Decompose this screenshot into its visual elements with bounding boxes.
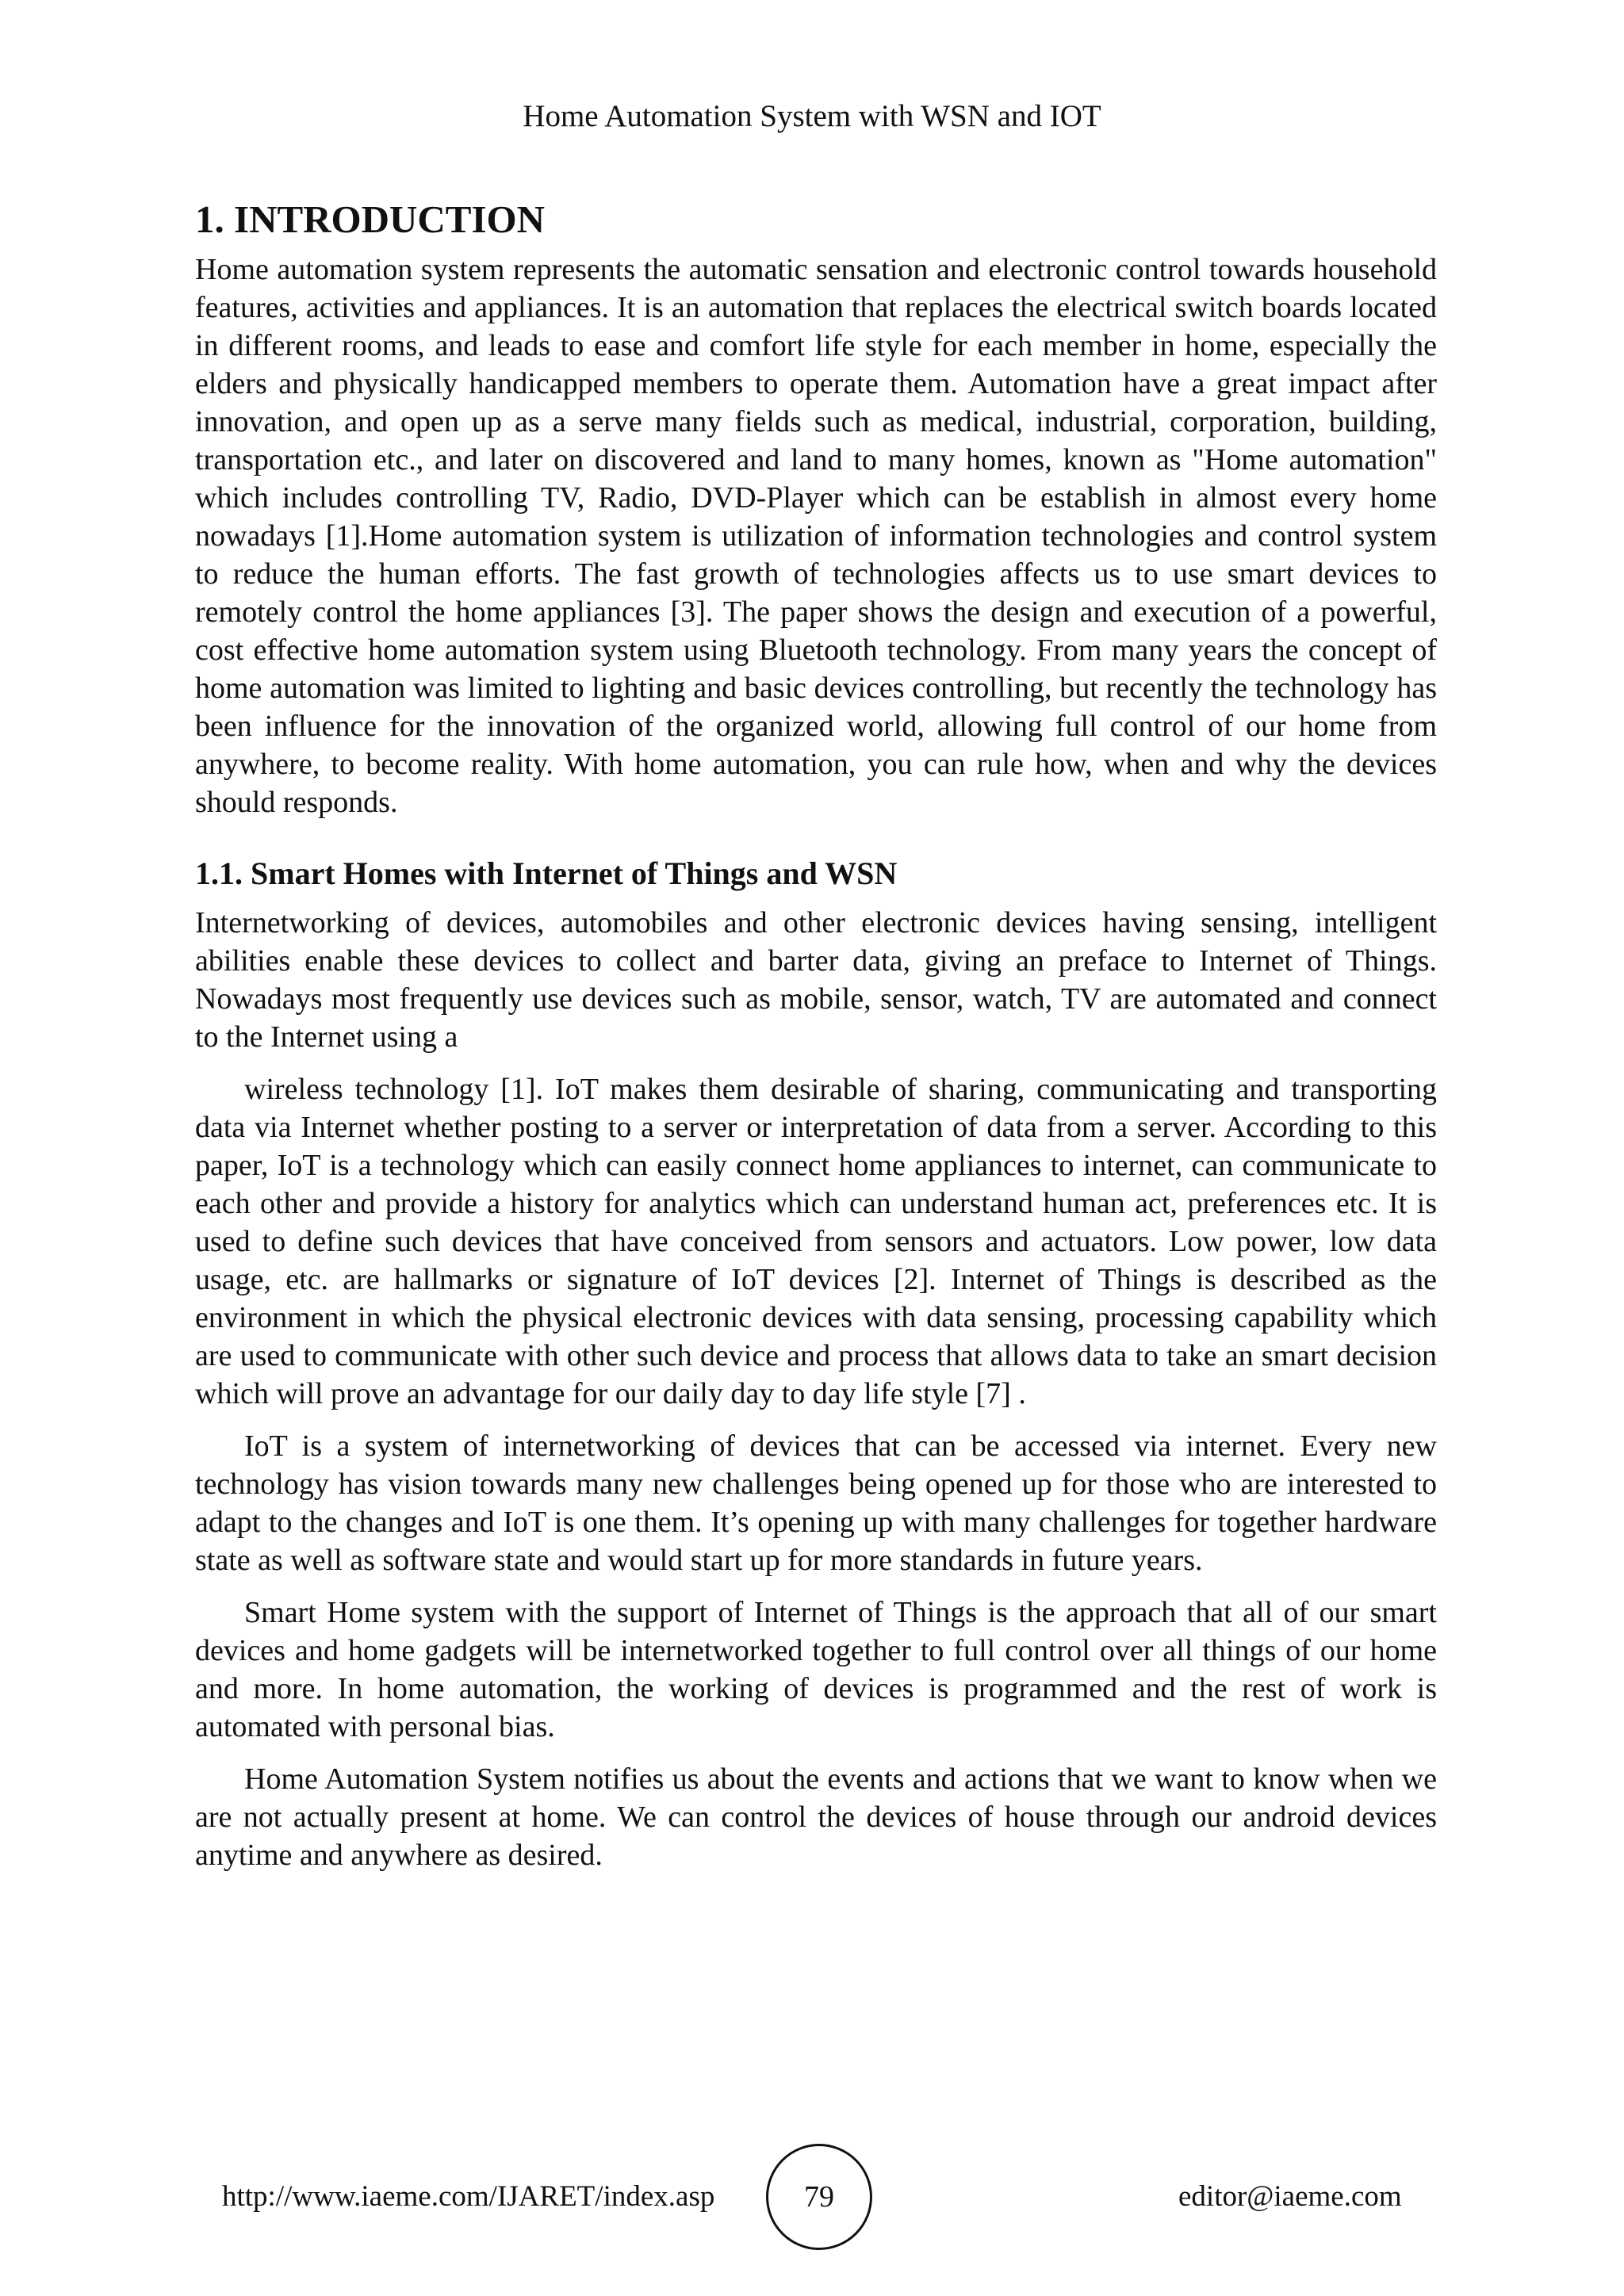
subsection-title: 1.1. Smart Homes with Internet of Things and WSN bbox=[195, 855, 898, 891]
paragraph-2: wireless technology [1]. IoT makes them desirable of sharing, communicating and transporting data via Internet whether posting to a server or interpretation of data from a server. According to this paper, IoT is a technology which can easily connect home appliances to internet, can communicate to each other and provide a history for analytics which can understand human act, preferences etc. It is used to define such devices that have conceived from sensors and actuators. Low power, low data usage, etc. are hallmarks or signature of IoT devices [2]. Internet of Things is described as the environment in which the physical electronic devices with data sensing, processing capability which are used to communicate with other such device and process that allows data to take an smart decision which will prove an advantage for our daily day to day life style [7] . bbox=[195, 1073, 1437, 1410]
paragraph-3: IoT is a system of internetworking of devices that can be accessed via internet. Every new technology has vision towards many new challenges being opened up for those who are interested to adapt to the changes and IoT is one them. It’s opening up with many challenges for together hardware state as well as software state and would start up for more standards in future years. bbox=[195, 1429, 1437, 1577]
paragraph-1: Internetworking of devices, automobiles and other electronic devices having sensing, intelligent abilities enable these devices to collect and barter data, giving an preface to Internet of Things. Nowadays most frequently use devices such as mobile, sensor, watch, TV are automated and connect to the Internet using a bbox=[195, 906, 1437, 1054]
paragraph-4: Smart Home system with the support of Internet of Things is the approach that all of our smart devices and home gadgets will be internetworked together to full control over all things of our home and more. In home automation, the working of devices is programmed and the rest of work is automated with personal bias. bbox=[195, 1596, 1437, 1743]
page-number: 79 bbox=[766, 2144, 872, 2250]
article-body bbox=[195, 195, 1437, 1874]
footer-url-link[interactable]: http://www.iaeme.com/IJARET/index.asp bbox=[222, 2180, 715, 2213]
paragraph-5: Home Automation System notifies us about the events and actions that we want to know when we are not actually present at home. We can control the devices of house through our android devices anytime and anywhere as desired. bbox=[195, 1762, 1437, 1872]
footer-email-link[interactable]: editor@iaeme.com bbox=[1178, 2180, 1402, 2213]
intro-paragraph: Home automation system represents the automatic sensation and electronic control towards household features, activities and appliances. It is an automation that replaces the electrical switch boards located in different rooms, and leads to ease and comfort life style for each member in home, especially the elders and physically handicapped members to operate them. Automation have a great impact after innovation, and open up as a serve many fields such as medical, industrial, corporation, building, transportation etc., and later on discovered and land to many homes, known as "Home automation" which includes controlling TV, Radio, DVD-Player which can be establish in almost every home nowadays [1].Home automation system is utilization of information technologies and control system to reduce the human efforts. The fast growth of technologies affects us to use smart devices to remotely control the home appliances [3]. The paper shows the design and execution of a powerful, cost effective home automation system using Bluetooth technology. From many years the concept of home automation was limited to lighting and basic devices controlling, but recently the technology has been influence for the innovation of the organized world, allowing full control of our home from anywhere, to become reality. With home automation, you can rule how, when and why the devices should responds. bbox=[195, 253, 1437, 819]
section-title: 1. INTRODUCTION bbox=[195, 197, 546, 241]
running-header: Home Automation System with WSN and IOT bbox=[523, 99, 1101, 133]
